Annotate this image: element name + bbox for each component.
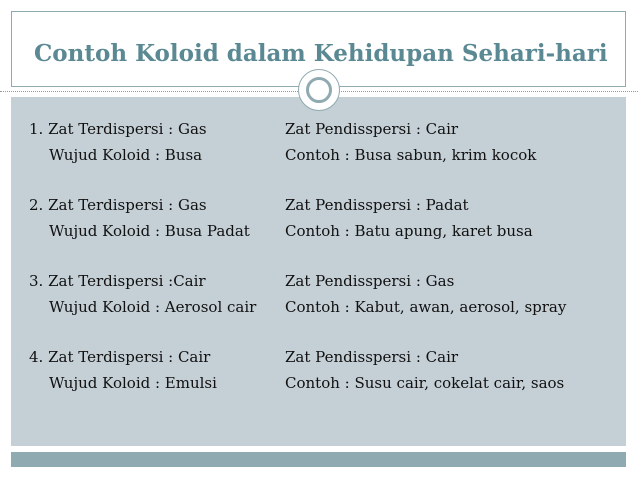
- item-dispersion-medium: Zat Pendisspersi : Padat: [285, 196, 469, 214]
- item-colloid-form: Wujud Koloid : Emulsi: [49, 374, 217, 392]
- item-dispersion-medium: Zat Pendisspersi : Gas: [285, 272, 455, 290]
- item-dispersion-medium: Zat Pendisspersi : Cair: [285, 348, 459, 366]
- item-dispersed-phase: 4. Zat Terdispersi : Cair: [29, 348, 211, 366]
- item-example: Contoh : Busa sabun, krim kocok: [285, 146, 537, 164]
- item-colloid-form: Wujud Koloid : Busa Padat: [49, 222, 250, 240]
- circle-ornament-inner-icon: [306, 77, 332, 103]
- item-example: Contoh : Susu cair, cokelat cair, saos: [285, 374, 565, 392]
- footer-bar: [11, 452, 626, 467]
- item-example: Contoh : Kabut, awan, aerosol, spray: [285, 298, 567, 316]
- item-dispersion-medium: Zat Pendisspersi : Cair: [285, 120, 459, 138]
- item-colloid-form: Wujud Koloid : Aerosol cair: [49, 298, 257, 316]
- item-colloid-form: Wujud Koloid : Busa: [49, 146, 203, 164]
- item-dispersed-phase: 3. Zat Terdispersi :Cair: [29, 272, 206, 290]
- slide-title: Contoh Koloid dalam Kehidupan Sehari-hari: [34, 40, 608, 67]
- item-dispersed-phase: 1. Zat Terdispersi : Gas: [29, 120, 207, 138]
- item-example: Contoh : Batu apung, karet busa: [285, 222, 533, 240]
- item-dispersed-phase: 2. Zat Terdispersi : Gas: [29, 196, 207, 214]
